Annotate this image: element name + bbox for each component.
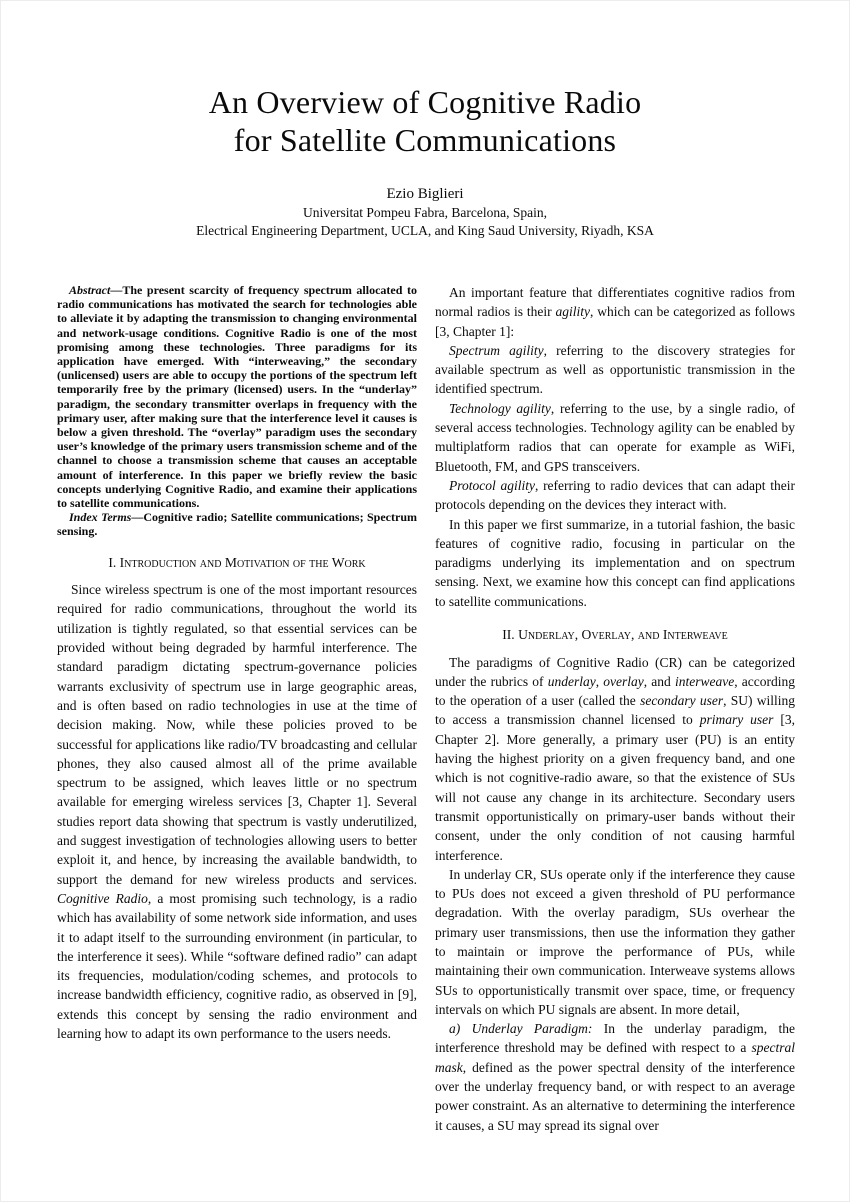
introduction-paragraph: Since wireless spectrum is one of the most important resources required for radio communications, throughout the world its utilization is tightly regulated, so that essential services can be provided without being degraded by harmful interference. The standard paradigm dictating spectrum-governance policies warrants exclusivity of spectrum use in large geographic areas, and is often based on radio technologies in use at the time of decision making. Now, while these policies proved to be successful for applications like radio/TV broadcasting and cellular phones, they also caused almost all of the prime available spectrum to be assigned, which leaves little or no spectrum available for emerging wireless services [3, Chapter 1]. Several studies report data showing that spectrum is vastly underutilized, and suggest investigation of technologies allowing users to better exploit it, and hence, by increasing the available bandwidth, to support the demand for new wireless products and services. Cognitive Radio, a most promising such technology, is a radio which has availability of some network side information, and uses it to adapt itself to the surrounding environment (in particular, to the interference it sees). While “software defined radio” can adapt its frequencies, modulation/coding schemes, and protocols to increase bandwidth efficiency, cognitive radio, as observed in [9], extends this concept by sensing the radio environment and learning how to adapt its own performance to the users needs. [57,582,417,1041]
affiliation-line-1: Universitat Pompeu Fabra, Barcelona, Spain, [302,205,548,220]
paper-title [57,83,793,159]
index-terms-paragraph: Index Terms—Cognitive radio; Satellite communications; Spectrum sensing. [57,510,417,539]
spectrum-agility-paragraph: Spectrum agility, referring to the discovery strategies for available spectrum as well as opportunistic transmission in the identified spectrum. [435,342,796,397]
left-column [57,283,417,1135]
right-column [435,283,795,1135]
protocol-agility-paragraph: Protocol agility, referring to radio devices that can adapt their protocols depending on the devices they interact with. [435,477,795,513]
section-heading-underlay-overlay-interweave: II. Underlay, Overlay, and Interweave [502,627,728,643]
title-line-2: for Satellite Communications [233,122,617,158]
agility-intro-paragraph: An important feature that differentiates cognitive radios from normal radios is their agility, which can be categorized as follows [3, Chapter 1]: [435,285,795,339]
technology-agility-paragraph: Technology agility, referring to the use, by a single radio, of several access technologies. Technology agility can be enabled by multiplatform radios that can operate for example as WiFi, Bluetooth, FM, and GPS transceivers. [435,400,795,474]
abstract-paragraph: Abstract—The present scarcity of frequency spectrum allocated to radio communications has motivated the search for technologies able to alleviate it by adapting the transmission to changing environmental and network-usage conditions. Cognitive Radio is one of the most promising among these technologies. Three paradigms for its application have emerged. With “interweaving,” the secondary (unlicensed) users are able to occupy the portions of the spectrum left temporarily free by the primary (licensed) users. In the “underlay” paradigm, the secondary transmitter overlaps in frequency with the primary user, after making sure that the interference level it causes is below a given threshold. The “overlay” paradigm uses the secondary user’s knowledge of the primary users transmission scheme and of the channel to choose a transmission scheme that causes an acceptable amount of interference. In this paper we briefly review the basic concepts underlying Cognitive Radio, and examine their applications to satellite communications. [57,283,417,511]
two-column-body [57,283,796,1135]
author-name: Ezio Biglieri [386,186,464,202]
affiliation-line-2: Electrical Engineering Department, UCLA, and King Saud University, Riyadh, KSA [196,222,654,238]
operation-paragraph: In underlay CR, SUs operate only if the interference they cause to PUs does not exceed a given threshold of PU performance degradation. With the overlay paradigm, SUs overhear the primary user transmissions, then use the information they gather to maintain or improve the performance of PUs, while maintaining their own communication. Interweave systems allows SUs to opportunistically transmit over space, time, or frequency intervals on which PU signals are absent. In more detail, [435,866,795,1017]
paradigms-paragraph: The paradigms of Cognitive Radio (CR) can be categorized under the rubrics of underlay, overlay, and interweave, according to the operation of a user (called the secondary user, SU) willing to access a transmission channel licensed to primary user [3, Chapter 2]. More generally, a primary user (PU) is an entity having the highest priority on a given frequency band, and one which is not cognitive-radio aware, so that the existence of SUs will not cause any change in its architecture. Secondary users transmit opportunistically on primary-user bands without their consent, under the only condition of not causing harmful interference. [435,654,796,863]
section-heading-introduction: I. Introduction and Motivation of the Work [108,554,366,570]
title-line-1: An Overview of Cognitive Radio [208,84,642,120]
paper-outline-paragraph: In this paper we first summarize, in a tutorial fashion, the basic features of cognitive radio, focusing in particular on the paradigms underlying its implementation and on spectrum sensing. Next, we examine how this concept can find applications to satellite communications. [435,516,795,609]
author-block [57,185,793,239]
underlay-paradigm-paragraph: a) Underlay Paradigm: In the underlay paradigm, the interference threshold may be defined with respect to a spectral mask, defined as the power spectral density of the interference over the underlay frequency band, or with respect to an average power constraint. As an alternative to determining the interference it causes, a SU may spread its signal over [435,1021,795,1133]
